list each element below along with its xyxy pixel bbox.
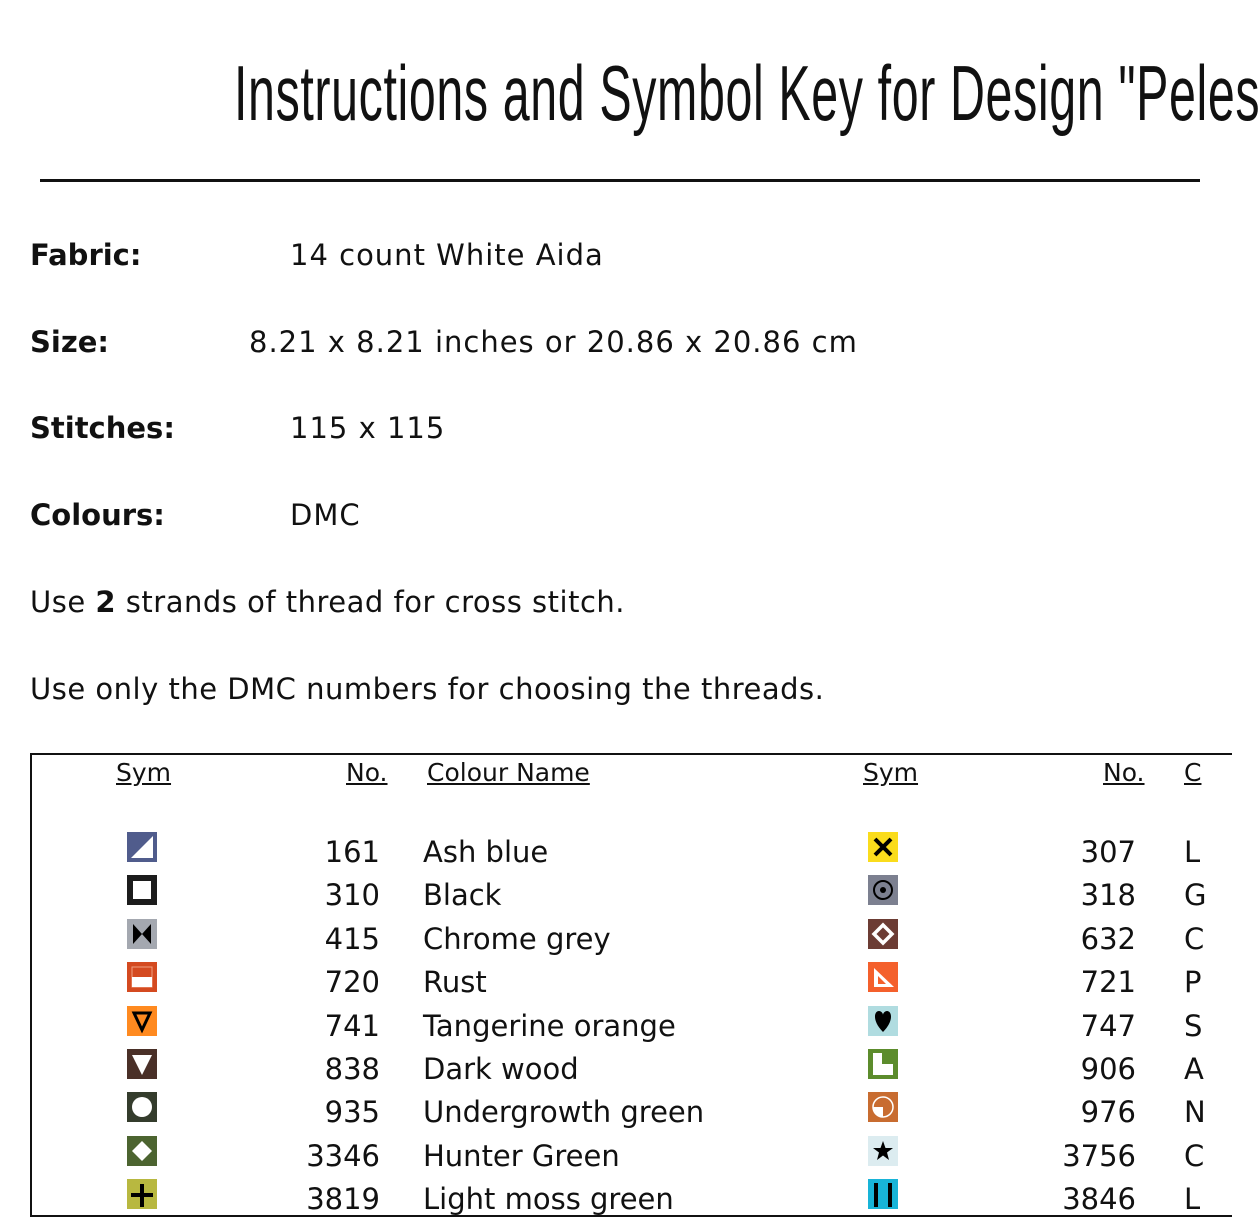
colour-name: Black: [423, 878, 502, 913]
strands-instruction: [30, 585, 625, 619]
fabric-label: Fabric:: [30, 238, 142, 272]
page-title: Instructions and Symbol Key for Design "Peles: [234, 49, 1260, 137]
u-shape-icon: [868, 1179, 898, 1209]
dmc-number: 307: [1080, 835, 1136, 869]
dmc-number: 3346: [306, 1138, 380, 1173]
dmc-number: 747: [1080, 1008, 1136, 1043]
set-square-icon: [868, 962, 898, 992]
diamond-outline-icon: [868, 919, 898, 949]
dmc-number: 838: [324, 1052, 380, 1086]
colour-name: L: [1184, 1182, 1201, 1217]
x-icon: [868, 832, 898, 862]
colour-name: G: [1184, 878, 1207, 913]
title-divider: [40, 179, 1200, 182]
dmc-number: 3756: [1062, 1138, 1136, 1173]
diamond-icon: [127, 1136, 157, 1166]
triangle-down-outline-icon: [127, 1006, 157, 1036]
heart-icon: [868, 1006, 898, 1036]
dmc-number: 720: [324, 965, 380, 1000]
header-colour-name-2: C: [1184, 758, 1202, 787]
dmc-note: Use only the DMC numbers for choosing the threads.: [30, 672, 825, 706]
colour-name: Ash blue: [423, 835, 549, 869]
dmc-number: 3846: [1062, 1182, 1136, 1217]
colour-name: Hunter Green: [423, 1138, 620, 1173]
colour-name: Light moss green: [423, 1182, 674, 1217]
dmc-number: 721: [1080, 965, 1136, 1000]
stitches-label: Stitches:: [30, 411, 175, 445]
circle-icon: [127, 1092, 157, 1122]
plus-icon: [127, 1179, 157, 1209]
fabric-value: 14 count White Aida: [290, 238, 604, 272]
star-icon: [868, 1136, 898, 1166]
dmc-number: 976: [1080, 1095, 1136, 1130]
header-sym-2: Sym: [863, 758, 919, 787]
half-rect-icon: [127, 962, 157, 992]
quarter-circle-icon: [868, 1092, 898, 1122]
colour-name: C: [1184, 1138, 1205, 1173]
dmc-number: 632: [1080, 921, 1136, 956]
colour-name: Dark wood: [423, 1052, 579, 1086]
header-sym: Sym: [116, 758, 172, 787]
strands-count: 2: [95, 585, 117, 619]
dmc-number: 415: [324, 921, 380, 956]
colour-name: L: [1184, 835, 1201, 869]
header-no-2: No.: [1103, 758, 1145, 787]
colour-name: S: [1184, 1008, 1203, 1043]
colour-name: Chrome grey: [423, 921, 611, 956]
l-shape-icon: [868, 1049, 898, 1079]
header-colour-name: Colour Name: [427, 758, 590, 787]
size-label: Size:: [30, 325, 109, 359]
colours-value: DMC: [290, 498, 361, 532]
dmc-number: 3819: [306, 1182, 380, 1217]
strands-post: strands of thread for cross stitch.: [116, 585, 625, 619]
colours-label: Colours:: [30, 498, 165, 532]
size-value: 8.21 x 8.21 inches or 20.86 x 20.86 cm: [249, 325, 858, 359]
dmc-number: 906: [1080, 1052, 1136, 1086]
half-triangle-icon: [127, 832, 157, 862]
square-icon: [127, 875, 157, 905]
dmc-number: 318: [1080, 878, 1136, 913]
bowtie-icon: [127, 919, 157, 949]
colour-name: A: [1184, 1052, 1204, 1086]
colour-name: Tangerine orange: [423, 1008, 676, 1043]
triangle-down-icon: [127, 1049, 157, 1079]
stitches-value: 115 x 115: [290, 411, 446, 445]
header-no: No.: [346, 758, 388, 787]
colour-name: P: [1184, 965, 1202, 1000]
strands-pre: Use: [30, 585, 96, 619]
dmc-number: 310: [324, 878, 380, 913]
dmc-number: 161: [324, 835, 380, 869]
dot-circle-icon: [868, 875, 898, 905]
colour-name: Undergrowth green: [423, 1095, 705, 1130]
dmc-number: 741: [324, 1008, 380, 1043]
dmc-number: 935: [324, 1095, 380, 1130]
colour-name: C: [1184, 921, 1205, 956]
colour-name: N: [1184, 1095, 1206, 1130]
colour-name: Rust: [423, 965, 487, 1000]
